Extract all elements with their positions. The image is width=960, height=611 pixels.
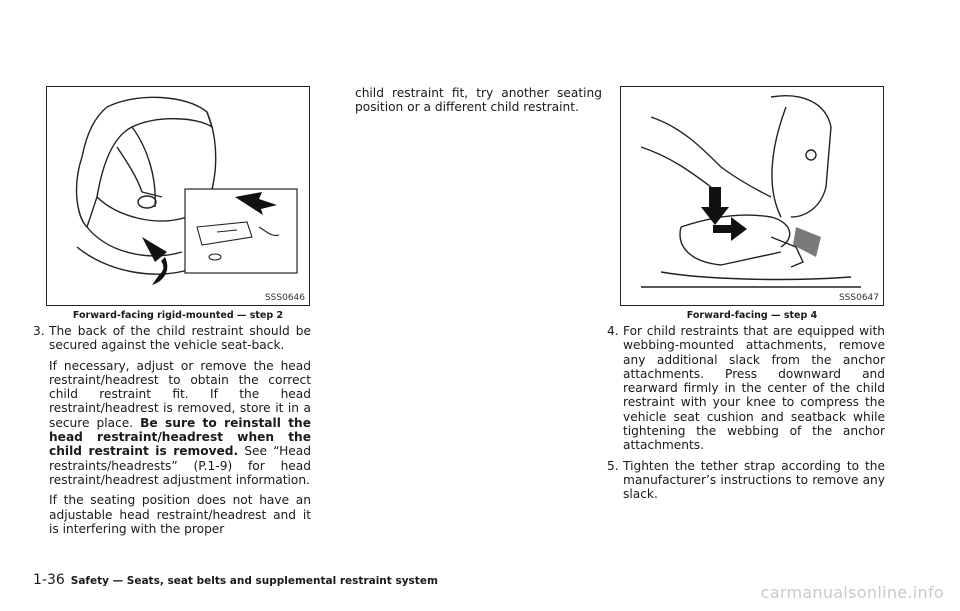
text-column-left [33,324,311,542]
figure-code: SSS0647 [838,293,879,303]
paragraph-no-adjustable: If the seating position does not have an adjustable head restraint/headrest and it is interfering with the proper [49,493,311,536]
step-text: For child restraints that are equipped with webbing-mounted attachments, remove any additional slack from the anchor attachments. Press downward and rearward firmly in the center of the child restraint with your knee to compress the vehicle seat cushion and seatback while tightening the webbing of the anchor attachments. [623,324,885,453]
step-5 [607,459,885,508]
step-number: 5. [607,458,619,473]
warning-text: Be sure to reinstall the head restraint/headrest when the child restraint is removed. [49,415,311,459]
step-3 [33,324,311,359]
text-column-middle [355,86,602,121]
knee-press-illustration [621,87,883,305]
reference-text: See “Head restraints/headrests” (P.1-9) for head restraint/headrest adjustment information. [49,444,311,487]
step-number: 3. [33,324,45,338]
figure-forward-facing-step4 [620,86,884,306]
text-column-right [607,324,885,508]
paragraph-continued: child restraint fit, try another seating position or a different child restraint. [355,86,602,115]
paragraph-text: If necessary, adjust or remove the head restraint/headrest to obtain the correct child restraint fit. If the head restraint/headrest is removed, store it in a secure place. [49,358,311,430]
figure-forward-facing-rigid-step2 [46,86,310,306]
step-4 [607,324,885,459]
paragraph-head-restraint [33,359,311,488]
page-footer [33,569,438,588]
section-title: Safety — Seats, seat belts and supplemental restraint system [70,575,438,587]
child-seat-illustration [47,87,309,305]
step-number: 4. [607,324,619,338]
figure-code: SSS0646 [264,293,305,303]
figure-caption: Forward-facing — step 4 [686,310,818,321]
page-number: 1-36 [33,572,65,588]
figure-caption: Forward-facing rigid-mounted — step 2 [72,310,284,321]
step-text: The back of the child restraint should be secured against the vehicle seat-back. [49,324,311,353]
watermark: carmanualsonline.info [760,583,944,602]
step-text: Tighten the tether strap according to the manufacturer’s instructions to remove any slack. [623,458,885,502]
